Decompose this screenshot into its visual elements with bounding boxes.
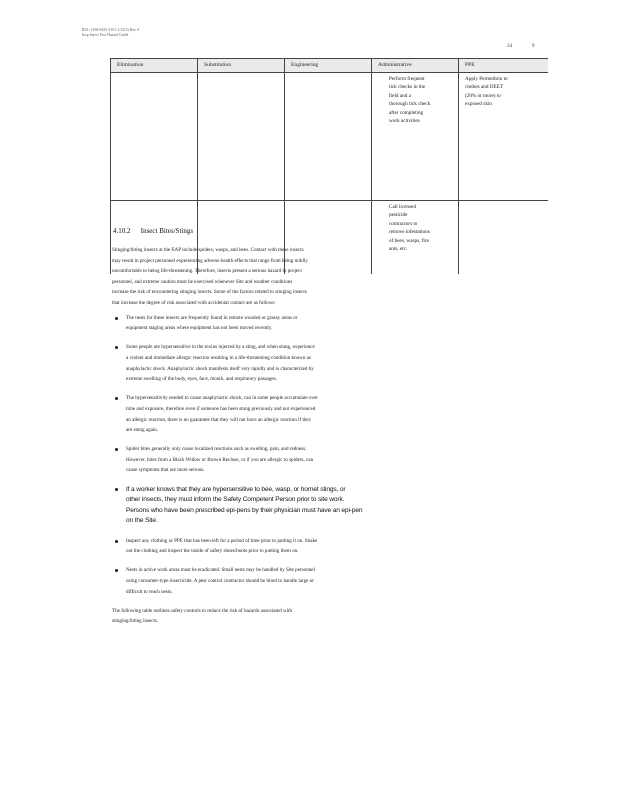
page-number-total: 9 <box>532 44 535 49</box>
table-cell <box>285 73 372 201</box>
column-header: Substitution <box>198 59 285 73</box>
table-row <box>111 73 548 201</box>
column-header: Elimination <box>111 59 198 73</box>
column-header: PPE <box>459 59 548 73</box>
column-header: Engineering <box>285 59 372 73</box>
list-item: Inspect any clothing or PPE that has been left for a period of time prior to putting it on. Shake out the clothing and inspect the inside of safety shoes/boots prior to putting them on. <box>112 536 382 557</box>
column-header: Administrative <box>372 59 459 73</box>
page-number-current: 24 <box>507 44 512 49</box>
bullet-icon <box>115 540 118 543</box>
bullet-icon <box>115 569 118 572</box>
table-cell-ppe: Apply Permethrin to clothes and DEET (20% or more) to exposed skin <box>459 73 548 201</box>
header-line: BUL-1100-0450 A101 2/14/23 Rev 0 <box>82 28 139 32</box>
list-item: Some people are hypersensitive to the toxins injected by a sting, and when stung, experience a violent and immediate allergic reaction resulting in a life-threatening condition known as anaphylactic shock. Anaphylactic shock manifests itself very rapidly and is characterized by extreme swelling of the body, eyes, face, mouth, and respiratory passages. <box>112 342 382 384</box>
table-header-row <box>111 59 548 73</box>
list-item: Spider bites generally only cause localized reactions such as swelling, pain, and redness. However, bites from a Black Widow or Brown Recluse, or if you are allergic to spiders, can cause symptoms that are more serious. <box>112 444 382 476</box>
bullet-icon <box>115 448 118 451</box>
section-body <box>112 245 382 627</box>
table-cell <box>198 73 285 201</box>
list-item: Nests in active work areas must be eradicated. Small nests may be handled by Site personnel using consumer-type insecticide. A pest control contractor should be hired to handle large or difficult to reach nests. <box>112 565 382 597</box>
table-cell-ppe <box>459 201 548 274</box>
closing-paragraph: The following table outlines safety controls to reduce the risk of hazards associated with stinging/biting insects. <box>112 607 293 625</box>
document-header <box>82 28 139 38</box>
section-number: 4.10.2 <box>113 227 131 235</box>
bullet-icon <box>115 488 118 491</box>
header-line: Insp Insect Prot Hazard Guide <box>82 33 129 37</box>
table-cell <box>111 73 198 201</box>
table-cell-administrative: Call licensed pesticide contractors to remove infestations of bees, wasps, fire ants, etc. <box>372 201 459 274</box>
list-item-emphasized: If a worker knows that they are hypersensitive to bee, wasp, or hornet stings, or other insects, they must inform the Safety Competent Person prior to site work. Persons who have been prescribed epi-pens by their physician must have an epi-pen on the Site. <box>112 485 382 527</box>
table-cell-administrative: Perform frequent tick checks in the field and a thorough tick check after completing work activities <box>372 73 459 201</box>
intro-paragraph: Stinging/biting insects at the EAP include spiders, wasps, and bees. Contact with these insects may result in project personnel experiencing adverse health effects that range from being mildly uncomfortable to being life-threatening. Therefore, insects present a serious hazard to project personnel, and extreme caution must be exercised whenever Site and weather conditions increase the risk of encountering stinging insects. Some of the factors related to stinging insects that increase the degree of risk associated with accidental contact are as follows: <box>112 247 308 306</box>
hazard-controls-table <box>110 58 548 274</box>
list-item: The nests for these insects are frequently found in remote wooded or grassy areas or equipment staging areas where equipment has not been moved recently. <box>112 313 382 334</box>
bullet-icon <box>115 397 118 400</box>
risk-factor-list <box>112 313 382 598</box>
section-title: Insect Bites/Stings <box>140 227 194 235</box>
list-item: The hypersensitivity needed to cause anaphylactic shock, can in some people accumulate over time and exposure, therefore even if someone has been stung previously and not experienced an allergic reaction, there is no guarantee that they will not have an allergic reaction if they are stung again. <box>112 393 382 435</box>
section-heading <box>113 227 193 235</box>
bullet-icon <box>115 317 118 320</box>
bullet-icon <box>115 346 118 349</box>
